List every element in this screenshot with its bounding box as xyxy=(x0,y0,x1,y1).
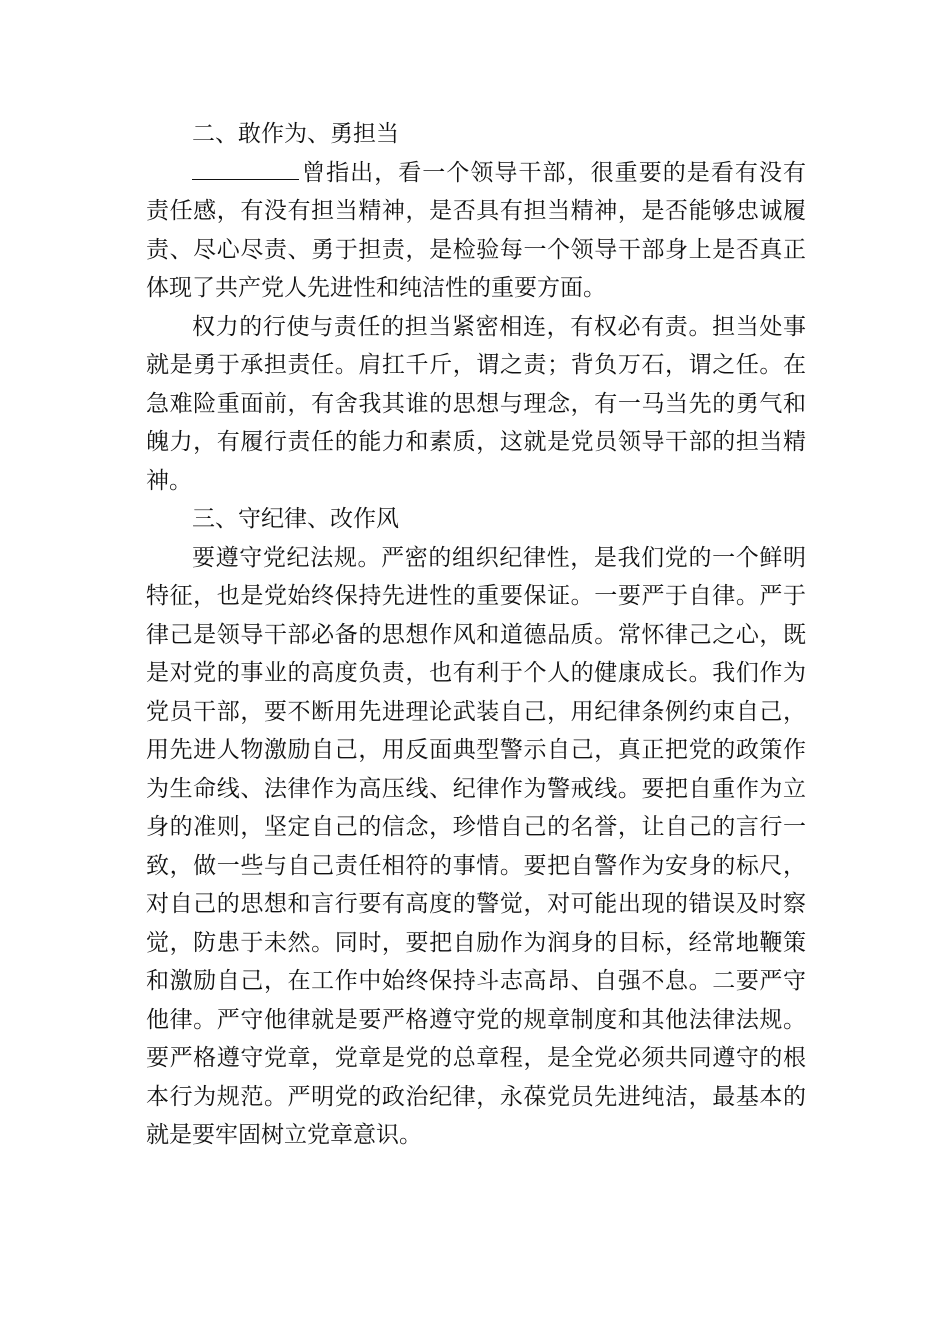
section-heading-3: 三、守纪律、改作风 xyxy=(192,506,399,532)
paragraph-1 xyxy=(146,154,806,308)
paragraph-1-text: 曾指出，看一个领导干部，很重要的是看有没有责任感，有没有担当精神，是否具有担当精神，是否能够忠诚履责、尽心尽责、勇于担责，是检验每一个领导干部身上是否真正体现了共产党人先进性和纯洁性的重要方面。 xyxy=(146,159,806,301)
document-page xyxy=(146,115,806,1155)
section-heading-2: 二、敢作为、勇担当 xyxy=(192,121,399,147)
paragraph-2: 权力的行使与责任的担当紧密相连，有权必有责。担当处事就是勇于承担责任。肩扛千斤，谓之责；背负万石，谓之任。在急难险重面前，有舍我其谁的思想与理念，有一马当先的勇气和魄力，有履行责任的能力和素质，这就是党员领导干部的担当精神。 xyxy=(146,313,806,494)
paragraph-3: 要遵守党纪法规。严密的组织纪律性，是我们党的一个鲜明特征，也是党始终保持先进性的重要保证。一要严于自律。严于律己是领导干部必备的思想作风和道德品质。常怀律己之心，既是对党的事业的高度负责，也有利于个人的健康成长。我们作为党员干部，要不断用先进理论武装自己，用纪律条例约束自己，用先进人物激励自己，用反面典型警示自己，真正把党的政策作为生命线、法律作为高压线、纪律作为警戒线。要把自重作为立身的准则，坚定自己的信念，珍惜自己的名誉，让自己的言行一致，做一些与自己责任相符的事情。要把自警作为安身的标尺，对自己的思想和言行要有高度的警觉，对可能出现的错误及时察觉，防患于未然。同时，要把自励作为润身的目标，经常地鞭策和激励自己，在工作中始终保持斗志高昂、自强不息。二要严守他律。严守他律就是要严格遵守党的规章制度和其他法律法规。要严格遵守党章，党章是党的总章程，是全党必须共同遵守的根本行为规范。严明党的政治纪律，永葆党员先进纯洁，最基本的就是要牢固树立党章意识。 xyxy=(146,544,806,1148)
blank-underline xyxy=(192,159,299,180)
